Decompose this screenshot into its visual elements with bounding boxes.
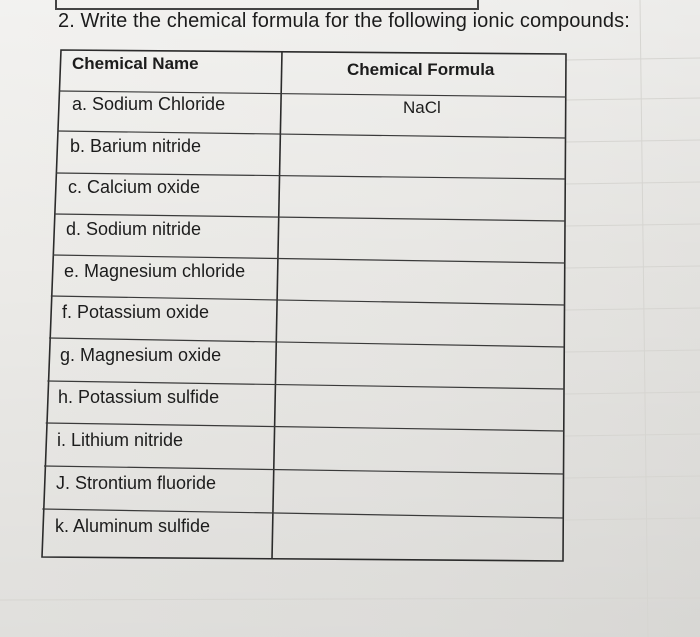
header-chemical-formula: Chemical Formula	[347, 60, 495, 79]
chemical-name-cell: b. Barium nitride	[70, 136, 202, 156]
column-divider	[272, 51, 282, 559]
chemical-name-cell: i. Lithium nitride	[57, 430, 184, 450]
chemical-formula-cell[interactable]: NaCl	[403, 98, 441, 117]
chemical-name-cell: J. Strontium fluoride	[56, 473, 217, 493]
chemical-name-cell: h. Potassium sulfide	[58, 387, 220, 407]
header-chemical-name: Chemical Name	[72, 54, 199, 73]
chemical-name-cell: f. Potassium oxide	[62, 302, 210, 322]
chemical-name-cell: c. Calcium oxide	[68, 177, 201, 197]
chemical-name-cell: k. Aluminum sulfide	[55, 516, 211, 536]
chemical-name-cell: d. Sodium nitride	[66, 219, 202, 239]
question-text: 2. Write the chemical formula for the following ionic compounds:	[58, 10, 630, 32]
chemical-name-cell: a. Sodium Chloride	[72, 94, 226, 114]
chemical-name-cell: e. Magnesium chloride	[64, 261, 246, 281]
chemical-name-cell: g. Magnesium oxide	[60, 345, 222, 365]
